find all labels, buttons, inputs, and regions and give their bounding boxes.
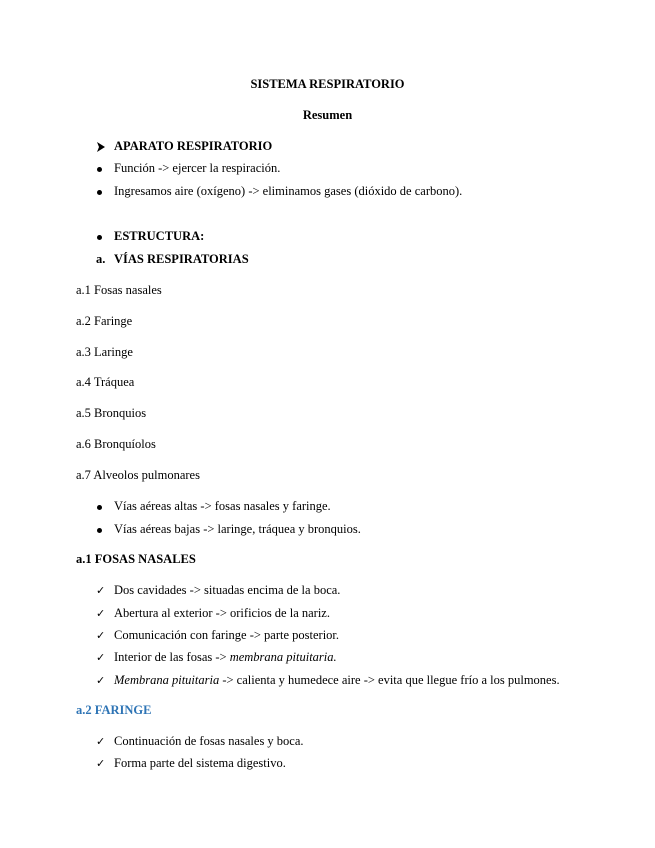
checkmark-icon: ✓ [96, 629, 106, 642]
checkmark-icon: ✓ [96, 651, 106, 664]
vias-list-item: a.2 Faringe [76, 314, 133, 328]
fosas-item-5-italic: Membrana pituitaria [114, 673, 220, 687]
faringe-item-2: Forma parte del sistema digestivo. [114, 756, 286, 770]
fosas-item-4-italic: membrana pituitaria. [229, 650, 337, 664]
faringe-item-1: Continuación de fosas nasales y boca. [114, 734, 304, 748]
bullet-dot-icon [97, 190, 102, 195]
aparato-bullet-2: Ingresamos aire (oxígeno) -> eliminamos gases (dióxido de carbono). [114, 184, 463, 198]
vias-list-item: a.1 Fosas nasales [76, 283, 162, 297]
section-heading-estructura: ESTRUCTURA: [114, 229, 205, 243]
vias-bullet-1: Vías aéreas altas -> fosas nasales y faringe. [114, 499, 331, 513]
checkmark-icon: ✓ [96, 735, 106, 748]
fosas-item-4 [114, 650, 337, 665]
sub-heading-vias: VÍAS RESPIRATORIAS [114, 252, 249, 266]
vias-list-item: a.4 Tráquea [76, 375, 135, 389]
fosas-item-1: Dos cavidades -> situadas encima de la boca. [114, 583, 341, 597]
section-heading-fosas: a.1 FOSAS NASALES [76, 552, 196, 566]
bullet-dot-icon [97, 235, 102, 240]
fosas-item-2: Abertura al exterior -> orificios de la nariz. [114, 606, 330, 620]
aparato-bullet-1: Función -> ejercer la respiración. [114, 161, 281, 175]
vias-list-item: a.5 Bronquios [76, 406, 147, 420]
vias-list-item: a.6 Bronquíolos [76, 437, 156, 451]
checkmark-icon: ✓ [96, 584, 106, 597]
vias-bullet-2: Vías aéreas bajas -> laringe, tráquea y bronquios. [114, 522, 361, 536]
arrow-bullet-icon [96, 141, 106, 153]
checkmark-icon: ✓ [96, 674, 106, 687]
bullet-dot-icon [97, 505, 102, 510]
section-heading-faringe: a.2 FARINGE [76, 703, 152, 717]
document-subtitle: Resumen [302, 108, 353, 122]
document-title: SISTEMA RESPIRATORIO [250, 77, 405, 91]
fosas-item-5 [114, 673, 560, 688]
fosas-item-4-prefix: Interior de las fosas -> [114, 650, 230, 664]
section-heading-aparato: APARATO RESPIRATORIO [114, 139, 273, 153]
fosas-item-3: Comunicación con faringe -> parte posterior. [114, 628, 340, 642]
bullet-dot-icon [97, 528, 102, 533]
sub-marker-a: a. [96, 252, 106, 266]
checkmark-icon: ✓ [96, 757, 106, 770]
bullet-dot-icon [97, 167, 102, 172]
checkmark-icon: ✓ [96, 607, 106, 620]
vias-list-item: a.3 Laringe [76, 345, 133, 359]
fosas-item-5-rest: -> calienta y humedece aire -> evita que llegue frío a los pulmones. [219, 673, 560, 687]
vias-list-item: a.7 Alveolos pulmonares [76, 468, 200, 482]
